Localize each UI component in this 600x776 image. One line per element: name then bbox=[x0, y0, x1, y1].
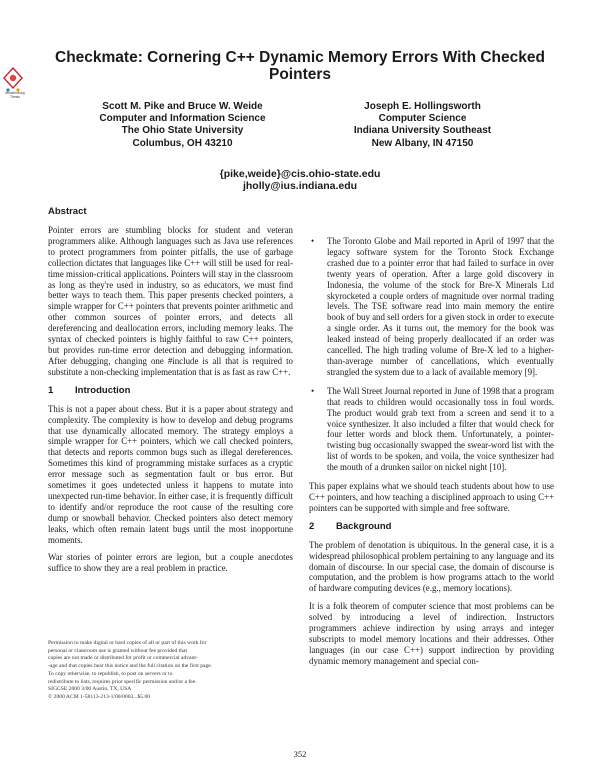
background-heading bbox=[309, 521, 554, 532]
author-department: Computer and Information Science bbox=[99, 113, 266, 125]
section-number: 1 bbox=[48, 384, 54, 396]
author-emails bbox=[150, 168, 450, 192]
copyright-line: To copy otherwise, to republish, to post on servers or to bbox=[48, 670, 173, 677]
list-item-text: The Wall Street Journal reported in June of 1998 that a program that reads to children would occasionally toss in foul words. The product would grab text from a screen and send it to a voice synthesizer. It also included a filter that would check for four letter words and block them. Unfortunately, a pointer-twisting bug occasionally swapped the swear-word list with the list of words to be spoken, and voila, the voice synthesizer had the mouth of a drunken sailor on nickel night [10]. bbox=[327, 385, 554, 473]
anecdote-list bbox=[309, 236, 554, 473]
bullet-icon: • bbox=[311, 236, 315, 246]
introduction-paragraph: War stories of pointer errors are legion, but a couple anecdotes suffice to show they are a real problem in practice. bbox=[48, 552, 293, 574]
page-number: 352 bbox=[293, 749, 307, 759]
section-title: Background bbox=[336, 520, 392, 532]
list-item-text: The Toronto Globe and Mail reported in April of 1997 that the legacy software system for the Toronto Stock Exchange crashed due to a pointer error that had failed to surface in over twenty years of operation. After a large gold discovery in Indonesia, the volume of the stock for Bre-X Minerals Ltd skyrocketed a couple orders of magnitude over normal trading levels. The TSE software read into main memory the entire book of buy and sell orders for a given stock in order to execute a single order. As it turns out, the memory for the book was leaked instead of being properly deallocated if an order was cancelled. The high trading volume of Bre-X led to a higher-than-average number of cancellations, which eventually strangled the system due to a lack of available memory [9]. bbox=[327, 236, 554, 377]
bullet-icon: • bbox=[311, 385, 315, 396]
section-number: 2 bbox=[309, 520, 315, 532]
abstract-text: Pointer errors are stumbling blocks for student and veteran programmers alike. Although languages such as Java use references to protect programmers from pointer pitfalls, the use of garbage collection dictates that languages like C++ will still be used for real-time mission-critical applications. Pointers will stay in the classroom as long as they're used in industry, so as educators, we must find better ways to teach them. This paper presents checked pointers, a simple wrapper for C++ pointers that prevents pointer arithmetic and other common sources of pointer errors, and detects all dereferencing and deallocation errors, including memory leaks. The syntax of checked pointers is highly faithful to raw C++ pointers, but provides run-time error detection and debugging information. After debugging, changing one #include is all that is required to substitute a non-checking implementation that is as fast as raw C++. bbox=[48, 225, 293, 377]
abstract-heading: Abstract bbox=[48, 206, 87, 217]
introduction-paragraph: This is not a paper about chess. But it is a paper about strategy and complexity. The complexity is how to develop and debug programs that use dynamically allocated memory. The strategy employs a simple wrapper for C++ pointers, which we call checked pointers, that detects and reports common bugs such as illegal dereferences. Sometimes this kind of programming mistake surfaces as a cryptic error message such as segmentation fault or bus error. But sometimes it goes undetected unless it happens to mutate into unexpected run-time behavior. In either case, it is frequently difficult to identify and/or reproduce the root cause of the resulting core dump or snowball behavior. Checked pointers also detect memory leaks, which often remain latent bugs until the most inopportune moments. bbox=[48, 403, 293, 545]
email-line: {pike,weide}@cis.ohio-state.edu bbox=[219, 168, 381, 180]
background-paragraph: It is a folk theorem of computer science that most problems can be solved by introducing a level of indirection. Instructors programmers achieve indirection by using arrays and integer subscripts to model memory locations and their addresses. Other languages (in our case C++) support indirection by providing dynamic memory management and special con- bbox=[309, 601, 554, 666]
copyright-notice bbox=[48, 640, 293, 702]
copyright-line: -age and that copies bear this notice and the full citation on the first page. bbox=[48, 663, 213, 670]
author-block-right bbox=[315, 101, 530, 150]
author-location: New Albany, IN 47150 bbox=[371, 137, 474, 149]
closing-paragraph: This paper explains what we should teach students about how to use C++ pointers, and how teaching a disciplined approach to using C++ pointers can be supported with simple and free software. bbox=[309, 481, 554, 513]
copyright-line: © 2000 ACM 1-58113-213-1/00/0003...$5.00 bbox=[48, 693, 151, 700]
author-names: Scott M. Pike and Bruce W. Weide bbox=[102, 101, 263, 112]
email-line: jholly@ius.indiana.edu bbox=[242, 180, 358, 192]
right-column bbox=[309, 236, 554, 674]
author-location: Columbus, OH 43210 bbox=[132, 137, 233, 149]
left-column bbox=[48, 206, 293, 581]
author-organization: The Ohio State University bbox=[121, 125, 244, 137]
introduction-heading bbox=[48, 385, 293, 396]
acm-logo-text: Mecklenburg Thesis bbox=[5, 91, 25, 99]
copyright-line: SIGCSE 2000 3/00 Austin, TX, USA bbox=[48, 686, 132, 693]
paper-title: Checkmate: Cornering C++ Dynamic Memory Errors With Checked Pointers bbox=[55, 49, 545, 83]
background-paragraph: The problem of denotation is ubiquitous. In the general case, it is a widespread philosophical problem pertaining to any language and its domain of discourse. In our special case, the domain of discourse is computation, and the problem is how programs attach to the world of hardware computing devices (e.g., memory locations). bbox=[309, 539, 554, 594]
author-organization: Indiana University Southeast bbox=[353, 125, 492, 137]
copyright-line: redistribute to lists, requires prior specific permission and/or a fee. bbox=[48, 678, 197, 685]
author-block-left bbox=[75, 101, 290, 150]
list-item bbox=[309, 386, 554, 473]
author-department: Computer Science bbox=[378, 113, 467, 125]
list-item bbox=[309, 236, 554, 378]
copyright-line: personal or classroom use is granted without fee provided that bbox=[48, 647, 188, 654]
copyright-line: copies are not made or distributed for profit or commercial advant- bbox=[48, 655, 198, 662]
section-title: Introduction bbox=[75, 384, 131, 396]
copyright-line: Permission to make digital or hard copies of all or part of this work for bbox=[48, 640, 207, 646]
author-names: Joseph E. Hollingsworth bbox=[364, 101, 481, 112]
